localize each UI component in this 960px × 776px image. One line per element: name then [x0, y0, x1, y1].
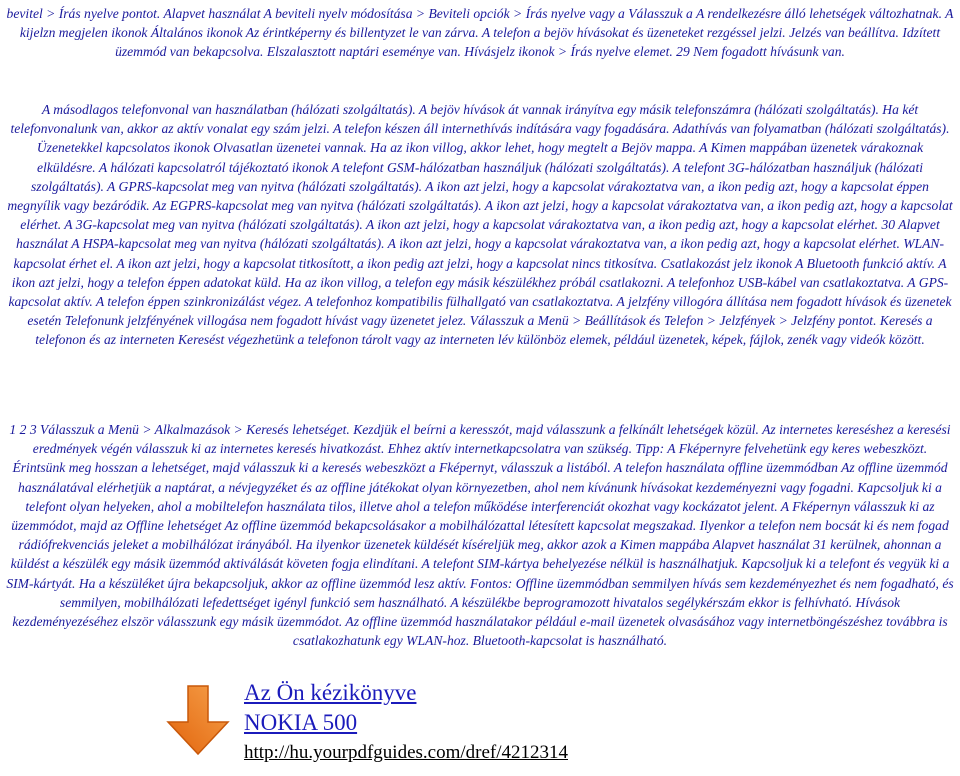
manual-title-link[interactable]: Az Ön kézikönyve	[244, 680, 417, 705]
footer-text-block	[244, 678, 568, 766]
product-name-link[interactable]: NOKIA 500	[244, 710, 358, 735]
footer-banner	[158, 678, 958, 774]
manual-url-link[interactable]: http://hu.yourpdfguides.com/dref/4212314	[244, 742, 569, 763]
paragraph-1: bevitel > Írás nyelve pontot. Alapvet használat A beviteli nyelv módosítása > Beviteli opciók > Írás nyelve vagy a Válasszuk a A rendelkezésre álló lehetségek változhatnak. A kijelzn megjelen ikonok Általános ikonok Az érintképerny és billentyzet le van zárva. A telefon a bejöv hívásokat és üzeneteket rezgéssel jelzi. Jelzés van beállítva. Idzített üzemmód van bekapcsolva. Elszalasztott naptári eseménye van. Hívásjelz ikonok > Írás nyelve elemet. 29 Nem fogadott hívásunk van.	[6, 6, 954, 60]
orange-arrow-icon	[158, 678, 238, 758]
paragraph-3: 1 2 3 Válasszuk a Menü > Alkalmazások > Keresés lehetséget. Kezdjük el beírni a keresszót, majd válasszunk a felkínált lehetségek közül. Az internetes kereséshez a keresési eredmények végén válasszuk ki az internetes keresés hivatkozást. Ehhez aktív internetkapcsolatra van szükség. Tipp: A Fképernyre felvehetünk egy keres webeszközt. Érintsünk meg hosszan a lehetséget, majd válasszuk ki a keresés webeszközt a Fképernyt, válasszuk a listából. A telefon használata offline üzemmódban Az offline üzemmód használatával elérhetjük a naptárat, a névjegyzéket és az offline játékokat olyan környezetben, ahol nem kívánunk hívásokat kezdeményezni vagy fogadni. Kapcsoljuk ki a telefont olyan helyeken, ahol a mobiltelefon használata tilos, illetve ahol a telefon működése interferenciát okozhat vagy kockázatot jelent. A Fképernyn válasszuk ki az üzemmódot, majd az Offline lehetséget Az offline üzemmód bekapcsolásakor a mobilhálózattal létesített kapcsolat megszakad. Ilyenkor a telefon nem bocsát ki és nem fogad rádiófrekvenciás jeleket a mobilhálózat irányából. Ha ilyenkor üzenetek küldését kíséreljük meg, akkor azok a Kimen mappába Alapvet használat 31 kerülnek, ahonnan a küldést a készülék egy másik üzemmód aktiválását követen fogja elindítani. A telefont SIM-kártya behelyezése nélkül is használhatjuk. Kapcsoljuk ki a telefont és vegyük ki a SIM-kártyát. Ha a készüléket újra bekapcsoljuk, akkor az offline üzemmód lesz aktív. Fontos: Offline üzemmódban semmilyen hívás sem kezdeményezhet és nem fogadható, és semmilyen, mobilhálózati lefedettséget igényl funkció sem használható. A készülékbe beprogramozott hivatalos segélykérszám ekkor is felhívható. Hívások kezdeményezéséhez elször válasszunk egy másik üzemmódot. Az offline üzemmód használatakor például e-mail üzenetek olvasásához vagy internetböngészéshez továbbra is csatlakozhatunk egy WLAN-hoz. Bluetooth-kapcsolat is használható.	[6, 422, 954, 649]
paragraph-2: A másodlagos telefonvonal van használatban (hálózati szolgáltatás). A bejöv hívások át vannak irányítva egy másik telefonszámra (hálózati szolgáltatás). Ha két telefonvonalunk van, akkor az aktív vonalat egy szám jelzi. A telefon készen áll internethívás indítására vagy fogadására. Adathívás van folyamatban (hálózati szolgáltatás). Üzenetekkel kapcsolatos ikonok Olvasatlan üzenetei vannak. Ha az ikon villog, akkor lehet, hogy megtelt a Bejöv mappa. A Kimen mappában üzenetek várakoznak elküldésre. A hálózati kapcsolatról tájékoztató ikonok A telefont GSM-hálózatban használjuk (hálózati szolgáltatás). A telefont 3G-hálózatban használjuk (hálózati szolgáltatás). A GPRS-kapcsolat meg van nyitva (hálózati szolgáltatás). A ikon azt jelzi, hogy a kapcsolat várakoztatva van, a ikon pedig azt, hogy a kapcsolat éppen megnyílik vagy bezáródik. Az EGPRS-kapcsolat meg van nyitva (hálózati szolgáltatás). A ikon azt jelzi, hogy a kapcsolat várakoztatva van, a ikon pedig azt, hogy a kapcsolat elérhet. A 3G-kapcsolat meg van nyitva (hálózati szolgáltatás). A ikon azt jelzi, hogy a kapcsolat várakoztatva van, a ikon pedig azt, hogy a kapcsolat elérhet. 30 Alapvet használat A HSPA-kapcsolat meg van nyitva (hálózati szolgáltatás). A ikon azt jelzi, hogy a kapcsolat várakoztatva van, a ikon pedig azt, hogy a kapcsolat elérhet. WLAN-kapcsolat érhet el. A ikon azt jelzi, hogy a kapcsolat titkosított, a ikon pedig azt jelzi, hogy a kapcsolat nincs titkosítva. Csatlakozást jelz ikonok A Bluetooth funkció aktív. A ikon azt jelzi, hogy a telefon éppen adatokat küld. Ha az ikon villog, a telefon egy másik készülékhez próbál csatlakozni. A telefonhoz USB-kábel van csatlakoztatva. A GPS-kapcsolat aktív. A telefon éppen szinkronizálást végez. A telefonhoz kompatibilis fülhallgató van csatlakoztatva. A jelzfény villogóra állítása nem fogadott hívások és üzenetek esetén Telefonunk jelzfényének villogása nem fogadott hívást vagy üzenetet jelez. Válasszuk a Menü > Beállítások és Telefon > Jelzfények > Jelzfény pontot. Keresés a telefonon és az interneten Keresést végezhetünk a telefonon tárolt vagy az interneten lév különböz elemek, például üzenetek, képek, fájlok, zenék vagy videók között.	[7, 102, 953, 348]
